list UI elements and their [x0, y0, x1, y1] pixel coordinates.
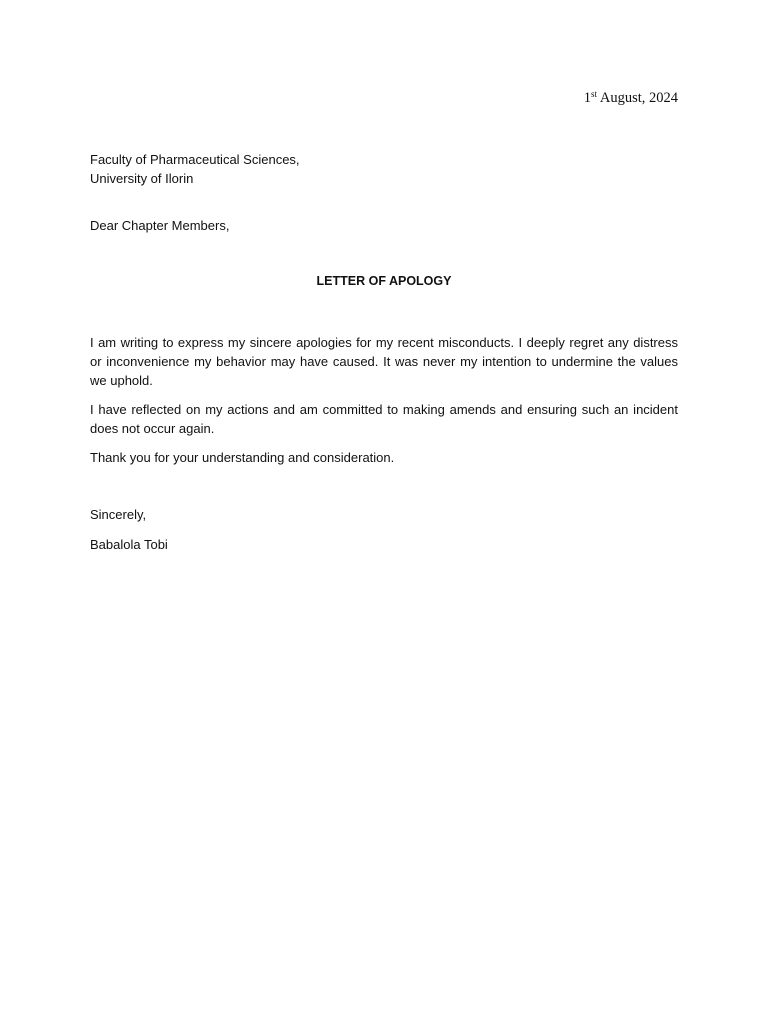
letter-subject: LETTER OF APOLOGY — [316, 274, 452, 288]
letter-date — [584, 90, 678, 107]
letter-body — [90, 333, 678, 477]
salutation: Dear Chapter Members, — [90, 218, 230, 233]
address-line-faculty: Faculty of Pharmaceutical Sciences, — [90, 152, 300, 167]
address-line-university: University of Ilorin — [90, 171, 194, 186]
recipient-address — [90, 150, 678, 188]
body-paragraph-thanks: Thank you for your understanding and consideration. — [90, 450, 395, 465]
body-paragraph-apology: I am writing to express my sincere apologies for my recent misconducts. I deeply regret any distress or inconvenience my behavior may have caused. It was never my intention to undermine the values we uphold. — [90, 335, 678, 388]
signature-name: Babalola Tobi — [90, 537, 168, 552]
date-month-year: August, 2024 — [597, 90, 678, 106]
closing: Sincerely, — [90, 507, 147, 522]
body-paragraph-amends: I have reflected on my actions and am committed to making amends and ensuring such an incident does not occur again. — [90, 402, 678, 436]
date-day-suffix: st — [591, 89, 598, 99]
date-day: 1 — [583, 90, 592, 106]
